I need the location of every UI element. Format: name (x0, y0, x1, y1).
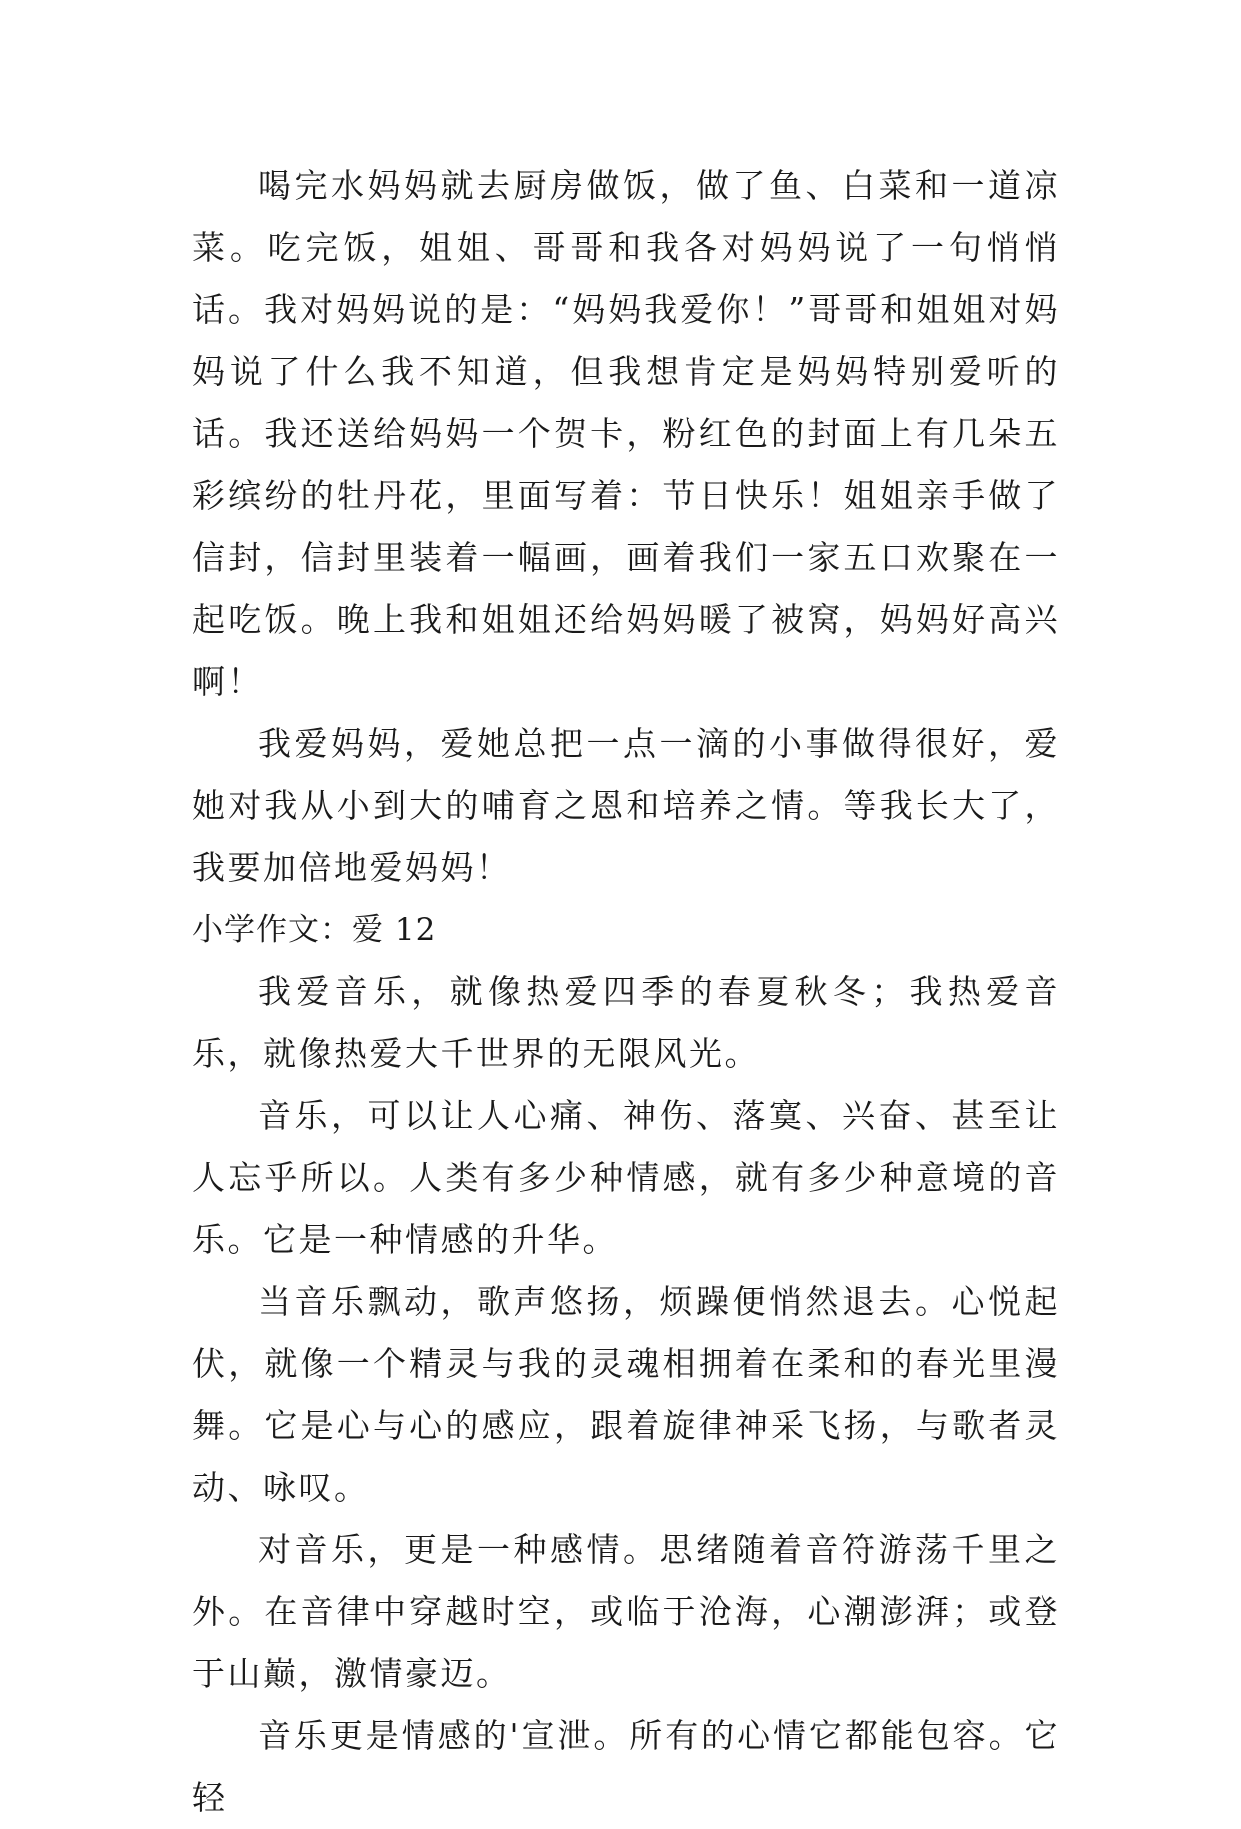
essay-heading: 小学作文：爱 12 (192, 912, 437, 948)
paragraph-2: 我爱妈妈，爱她总把一点一滴的小事做得很好，爱她对我从小到大的哺育之恩和培养之情。等我长大了，我要加倍地爱妈妈！ (192, 724, 1060, 887)
paragraph-5: 当音乐飘动，歌声悠扬，烦躁便悄然退去。心悦起伏，就像一个精灵与我的灵魂相拥着在柔和的春光里漫舞。它是心与心的感应，跟着旋律神采飞扬，与歌者灵动、咏叹。 (192, 1282, 1060, 1507)
paragraph-4: 音乐，可以让人心痛、神伤、落寞、兴奋、甚至让人忘乎所以。人类有多少种情感，就有多少种意境的音乐。它是一种情感的升华。 (192, 1096, 1060, 1259)
paragraph-1: 喝完水妈妈就去厨房做饭，做了鱼、白菜和一道凉菜。吃完饭，姐姐、哥哥和我各对妈妈说了一句悄悄话。我对妈妈说的是：“妈妈我爱你！”哥哥和姐姐对妈妈说了什么我不知道，但我想肯定是妈妈特别爱听的话。我还送给妈妈一个贺卡，粉红色的封面上有几朵五彩缤纷的牡丹花，里面写着：节日快乐！姐姐亲手做了信封，信封里装着一幅画，画着我们一家五口欢聚在一起吃饭。晚上我和姐姐还给妈妈暖了被窝，妈妈好高兴啊！ (192, 166, 1060, 701)
document-body (192, 155, 1060, 1829)
paragraph-6: 对音乐，更是一种感情。思绪随着音符游荡千里之外。在音律中穿越时空，或临于沧海，心潮澎湃；或登于山巅，激情豪迈。 (192, 1530, 1060, 1693)
paragraph-3: 我爱音乐，就像热爱四季的春夏秋冬；我热爱音乐，就像热爱大千世界的无限风光。 (192, 972, 1060, 1073)
paragraph-7: 音乐更是情感的'宣泄。所有的心情它都能包容。它轻 (192, 1716, 1060, 1817)
